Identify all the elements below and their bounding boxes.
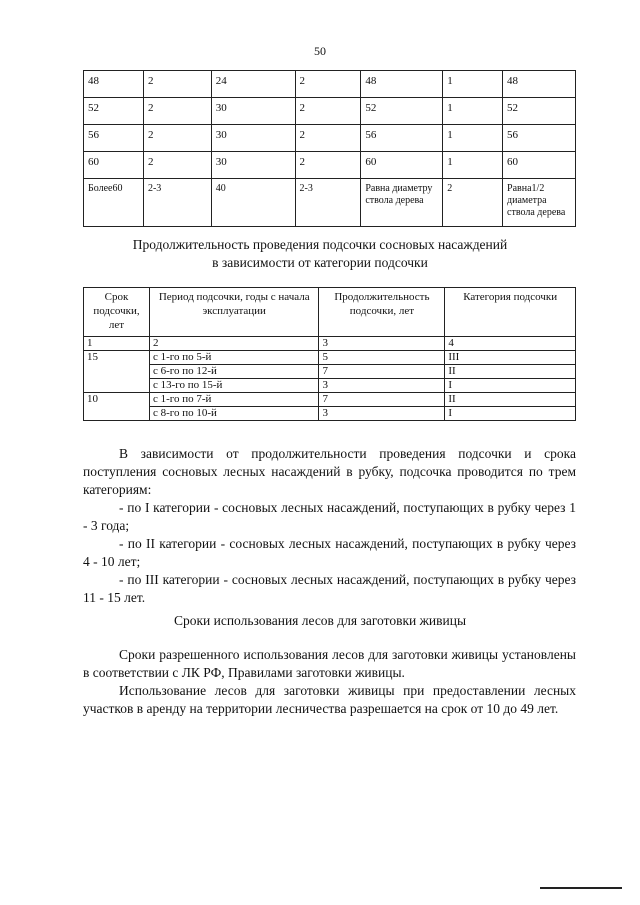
table-cell: Равна1/2 диаметра ствола дерева	[503, 179, 576, 227]
table-cell: 2	[143, 125, 211, 152]
table-cell: с 1-го по 5-й	[149, 351, 319, 365]
footer-rule	[540, 887, 622, 889]
table-cell: 2	[143, 98, 211, 125]
table-cell: 56	[84, 125, 144, 152]
table-row	[84, 393, 576, 407]
table-cell: 2	[295, 125, 361, 152]
table-cell: II	[445, 393, 576, 407]
table-cell: 2	[443, 179, 503, 227]
header-term: Срок подсочки, лет	[84, 288, 150, 337]
table-cell: 1	[443, 71, 503, 98]
table-cell: 7	[319, 393, 445, 407]
table-cell: 48	[361, 71, 443, 98]
table-cell: 52	[361, 98, 443, 125]
paragraph: - по I категории - сосновых лесных насаждений, поступающих в рубку через 1 - 3 года;	[83, 500, 576, 533]
paragraph: - по III категории - сосновых лесных насаждений, поступающих в рубку через 11 - 15 лет.	[83, 572, 576, 605]
table-cell: с 1-го по 7-й	[149, 393, 319, 407]
column-number-cell: 4	[445, 337, 576, 351]
table-row	[84, 152, 576, 179]
table-cell: 2	[295, 71, 361, 98]
table-cell: 2	[143, 71, 211, 98]
table-cell: 60	[361, 152, 443, 179]
table-row	[84, 71, 576, 98]
table-cell: 40	[211, 179, 295, 227]
table-row	[84, 125, 576, 152]
table-row	[84, 351, 576, 365]
table-cell: 2-3	[143, 179, 211, 227]
table-cell: 1	[443, 98, 503, 125]
table-cell: 30	[211, 125, 295, 152]
table-cell: 52	[503, 98, 576, 125]
paragraph: Использование лесов для заготовки живицы при предоставлении лесных участков в аренду на территории лесничества разрешается на срок от 10 до 49 лет.	[83, 683, 576, 716]
paragraph: - по II категории - сосновых лесных насаждений, поступающих в рубку через 4 - 10 лет;	[83, 536, 576, 569]
table-cell: 3	[319, 407, 445, 421]
table-row	[84, 407, 576, 421]
table-cell: 48	[503, 71, 576, 98]
column-number-cell: 2	[149, 337, 319, 351]
table-cell: 2	[295, 98, 361, 125]
table-row	[84, 365, 576, 379]
continuation-table	[83, 70, 576, 227]
section-title-line-2: в зависимости от категории подсочки	[212, 255, 428, 270]
table-cell: I	[445, 379, 576, 393]
table-cell: с 8-го по 10-й	[149, 407, 319, 421]
table-cell: 5	[319, 351, 445, 365]
tapping-category-table	[83, 287, 576, 421]
section-title-line-1: Продолжительность проведения подсочки сосновых насаждений	[132, 237, 508, 252]
table-cell: 2	[143, 152, 211, 179]
table-cell: 56	[361, 125, 443, 152]
table-cell: Равна диаметру ствола дерева	[361, 179, 443, 227]
table-row	[84, 379, 576, 393]
term-cell: 15	[84, 351, 150, 393]
table-cell: 30	[211, 152, 295, 179]
header-category: Категория подсочки	[445, 288, 576, 337]
table-cell: 60	[503, 152, 576, 179]
paragraph: В зависимости от продолжительности проведения подсочки и срока поступления сосновых лесных насаждений в рубку, подсочка проводится по трем категориям:	[83, 446, 576, 497]
table-cell: 56	[503, 125, 576, 152]
table-cell: 3	[319, 379, 445, 393]
term-cell: 10	[84, 393, 150, 421]
header-duration: Продолжительность подсочки, лет	[319, 288, 445, 337]
section-title-tapping-duration	[0, 236, 640, 272]
table-cell: с 6-го по 12-й	[149, 365, 319, 379]
column-number-row	[84, 337, 576, 351]
resin-harvesting-text	[83, 646, 576, 718]
table-row	[84, 98, 576, 125]
table-row	[84, 179, 576, 227]
table-cell: 2-3	[295, 179, 361, 227]
table-cell: 1	[443, 152, 503, 179]
table-cell: I	[445, 407, 576, 421]
table-cell: III	[445, 351, 576, 365]
table-cell: 52	[84, 98, 144, 125]
column-number-cell: 1	[84, 337, 150, 351]
categories-text	[83, 445, 576, 607]
table-cell: 60	[84, 152, 144, 179]
section-title-resin-harvesting: Сроки использования лесов для заготовки живицы	[173, 613, 467, 628]
column-number-cell: 3	[319, 337, 445, 351]
header-period: Период подсочки, годы с начала эксплуатации	[149, 288, 319, 337]
table-cell: II	[445, 365, 576, 379]
table-cell: 30	[211, 98, 295, 125]
table-cell: 24	[211, 71, 295, 98]
table-cell: 2	[295, 152, 361, 179]
table-cell: 1	[443, 125, 503, 152]
table-cell: 48	[84, 71, 144, 98]
table-cell: с 13-го по 15-й	[149, 379, 319, 393]
table-cell: 7	[319, 365, 445, 379]
page-number: 50	[314, 44, 326, 58]
paragraph: Сроки разрешенного использования лесов для заготовки живицы установлены в соответствии с ЛК РФ, Правилами заготовки живицы.	[83, 647, 576, 680]
table-header-row	[84, 288, 576, 337]
table-cell: Более60	[84, 179, 144, 227]
